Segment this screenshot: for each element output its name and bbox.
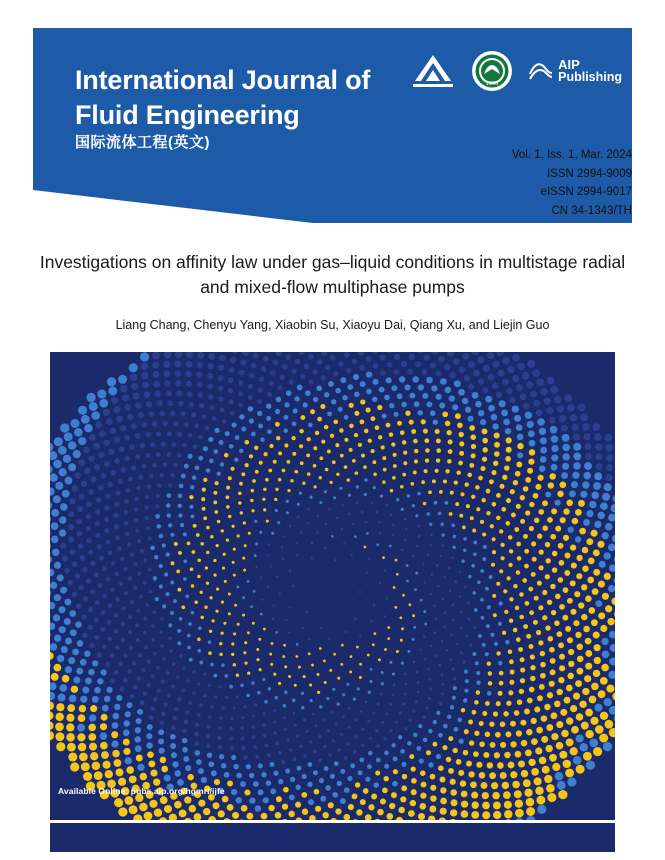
university-seal-logo (471, 50, 513, 92)
available-online-label: Available Online: pubs.aip.org/hgmri/ijfe (58, 786, 225, 796)
aip-publishing-logo (529, 58, 622, 85)
issue-information (512, 146, 632, 221)
svg-text:1958: 1958 (485, 81, 499, 87)
issue-eissn: eISSN 2994-9017 (540, 186, 632, 199)
issue-cn: CN 34-1343/TH (551, 204, 632, 217)
aip-wave-icon (529, 60, 553, 82)
aip-logo-text (558, 58, 622, 85)
article-title: Investigations on affinity law under gas–liquid conditions in multistage radial and mixed-flow multiphase pumps (39, 252, 626, 298)
cover-artwork-footer (50, 820, 615, 852)
aip-logo-line2: Publishing (558, 70, 622, 85)
aip-logo-line1: AIP (558, 56, 580, 72)
article-authors: Liang Chang, Chenyu Yang, Xiaobin Su, Xiaoyu Dai, Qiang Xu, and Liejin Guo (115, 318, 550, 332)
journal-title: International Journal of Fluid Engineering (75, 65, 371, 130)
publisher-logos (411, 50, 622, 92)
cover-artwork (50, 352, 615, 820)
mountain-logo (411, 51, 455, 91)
journal-title-chinese: 国际流体工程(英文) (75, 134, 210, 151)
issue-volume: Vol. 1, Iss. 1, Mar. 2024 (511, 149, 632, 161)
issue-issn: ISSN 2994-9009 (546, 167, 632, 180)
cover-artwork-svg (50, 352, 615, 820)
